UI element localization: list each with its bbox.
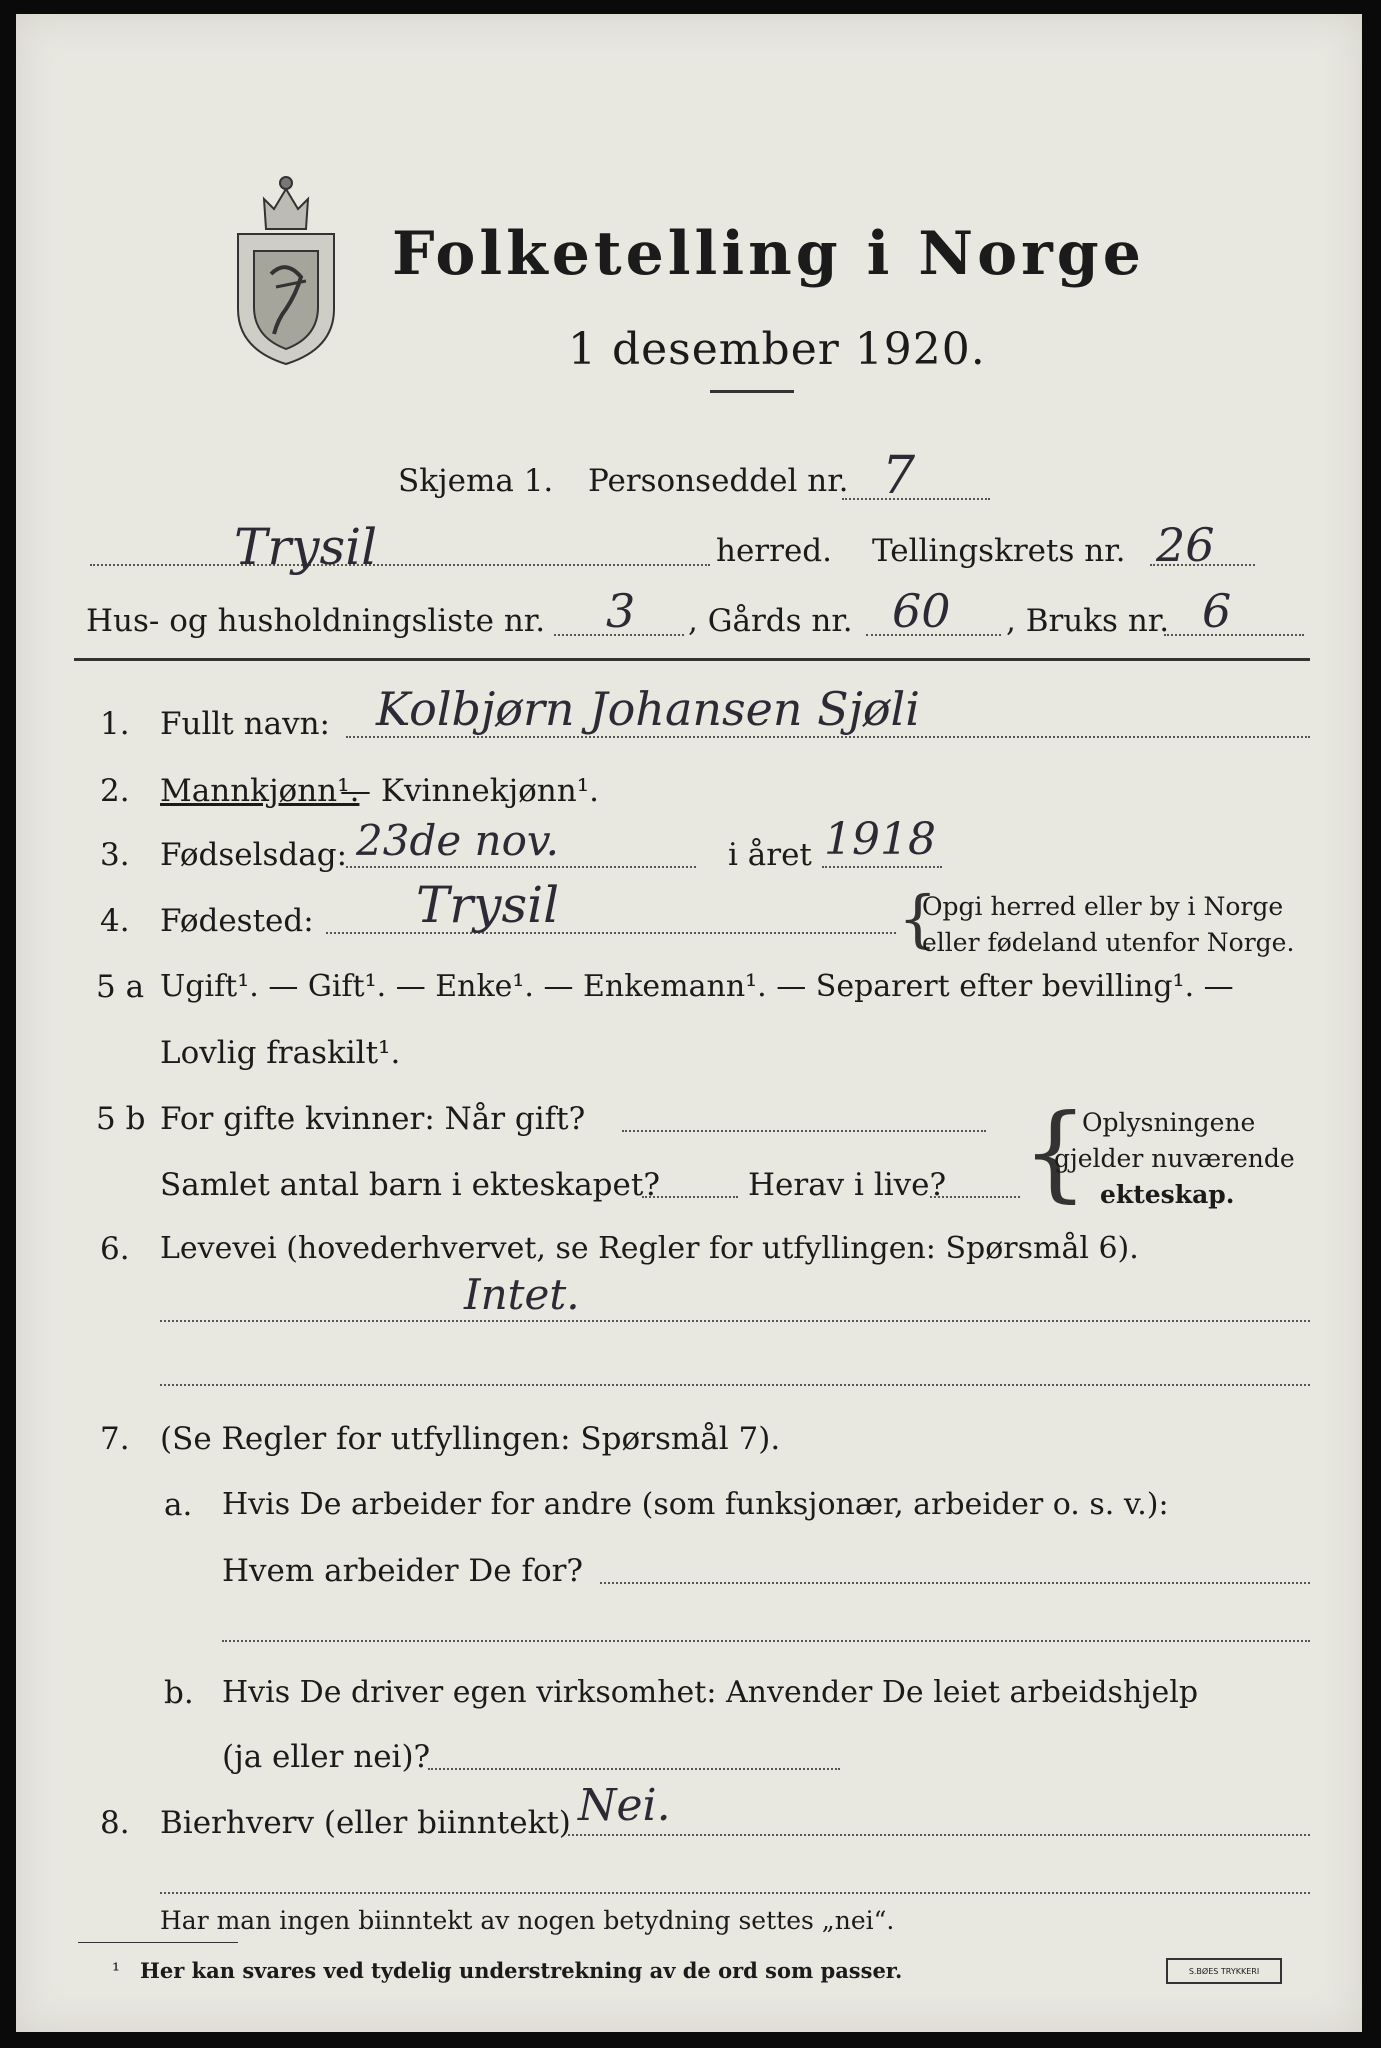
q3-birth-year: 1918 xyxy=(824,814,936,865)
q5b-barn-line xyxy=(642,1196,738,1198)
q7b-line-1: Hvis De driver egen virksomhet: Anvender De leiet arbeidshjelp xyxy=(222,1675,1199,1710)
q5b-note-2: gjelder nuværende xyxy=(1054,1144,1295,1173)
q7a-line-1: Hvis De arbeider for andre (som funksjonær, arbeider o. s. v.): xyxy=(222,1487,1169,1522)
q7a-line-2: Hvem arbeider De for? xyxy=(222,1553,584,1589)
personseddel-nr: 7 xyxy=(882,446,916,506)
q1-number: 1. xyxy=(100,706,130,742)
q2-kvinnekjonn: — Kvinnekjønn¹. xyxy=(340,773,599,809)
q6-number: 6. xyxy=(100,1231,130,1267)
q7-number: 7. xyxy=(100,1421,130,1457)
q3-number: 3. xyxy=(100,837,130,873)
form-title: Folketelling i Norge xyxy=(392,219,1145,289)
personseddel-line xyxy=(842,498,990,500)
q4-birthplace: Trysil xyxy=(416,876,560,934)
q3-label: Fødselsdag: xyxy=(160,837,348,873)
q4-label: Fødested: xyxy=(160,903,314,939)
q5b-gift-line xyxy=(622,1130,986,1132)
bruks-nr: 6 xyxy=(1202,584,1232,638)
census-date: 1 desember 1920. xyxy=(568,324,986,375)
q5a-line-1: Ugift¹. — Gift¹. — Enke¹. — Enkemann¹. — Separert efter bevilling¹. — xyxy=(160,969,1234,1004)
footnote-text: Her kan svares ved tydelig understrekning av de ord som passer. xyxy=(140,1958,903,1983)
herred-label: herred. xyxy=(716,533,832,569)
q5b-number: 5 b xyxy=(96,1101,146,1137)
q1-full-name: Kolbjørn Johansen Sjøli xyxy=(376,682,920,736)
hus-nr: 3 xyxy=(606,584,636,638)
q4-number: 4. xyxy=(100,903,130,939)
herred-line xyxy=(90,564,710,566)
printer-stamp-text: S.BØES TRYKKERI xyxy=(1188,1966,1260,1976)
q6-occupation: Intet. xyxy=(464,1270,580,1319)
q8-side-income: Nei. xyxy=(578,1780,671,1831)
q2-mannkjonn: Mannkjønn¹. xyxy=(160,773,360,809)
footer-note: Har man ingen biinntekt av nogen betydning settes „nei“. xyxy=(160,1906,895,1935)
q3-date-line xyxy=(346,866,696,868)
q5b-live-label: Herav i live? xyxy=(748,1167,947,1203)
q8-answer-line-2 xyxy=(160,1892,1310,1894)
gards-nr: 60 xyxy=(892,584,951,638)
q7a-answer-line xyxy=(600,1582,1310,1584)
bruks-label: , Bruks nr. xyxy=(1006,603,1170,639)
q3-birth-date: 23de nov. xyxy=(356,816,559,865)
q5b-note-1: Oplysningene xyxy=(1082,1108,1256,1137)
tellingskrets-label: Tellingskrets nr. xyxy=(872,533,1126,569)
herred-value: Trysil xyxy=(234,518,378,576)
q5b-barn-label: Samlet antal barn i ekteskapet? xyxy=(160,1167,660,1203)
tellingskrets-nr: 26 xyxy=(1156,518,1215,572)
q5b-line-1: For gifte kvinner: Når gift? xyxy=(160,1101,586,1137)
q8-label: Bierhverv (eller biinntekt) xyxy=(160,1805,571,1841)
footnote-rule xyxy=(78,1942,238,1943)
skjema-label: Skjema 1. xyxy=(398,463,554,499)
q5b-live-line xyxy=(930,1196,1020,1198)
q6-answer-line-2 xyxy=(160,1384,1310,1386)
q5b-brace: { xyxy=(1022,1091,1089,1213)
footnote-mark: ¹ xyxy=(112,1958,121,1982)
census-form-page xyxy=(16,14,1362,2032)
q2-number: 2. xyxy=(100,773,130,809)
q3-year-label: i året xyxy=(728,837,812,873)
q5a-number: 5 a xyxy=(96,969,145,1005)
q7b-line-2: (ja eller nei)? xyxy=(222,1739,431,1775)
q7a-answer-line-2 xyxy=(222,1640,1310,1642)
title-divider xyxy=(710,390,794,393)
q4-brace: { xyxy=(898,882,938,955)
section-divider xyxy=(74,658,1310,661)
hus-label: Hus- og husholdningsliste nr. xyxy=(86,603,546,639)
q8-answer-line xyxy=(568,1834,1310,1836)
personseddel-label: Personseddel nr. xyxy=(588,463,849,499)
q7-label: (Se Regler for utfyllingen: Spørsmål 7). xyxy=(160,1421,781,1457)
q4-note-1: Opgi herred eller by i Norge xyxy=(922,892,1284,921)
printer-stamp xyxy=(1166,1958,1282,1984)
gards-label: , Gårds nr. xyxy=(688,603,853,639)
q3-year-line xyxy=(822,866,942,868)
bruks-line xyxy=(1164,634,1304,636)
q1-line xyxy=(346,736,1310,738)
q7b-answer-line xyxy=(428,1768,840,1770)
q5b-note-3: ekteskap. xyxy=(1100,1180,1235,1209)
q7b-number: b. xyxy=(164,1675,194,1711)
q4-note-2: eller fødeland utenfor Norge. xyxy=(922,928,1295,957)
q1-label: Fullt navn: xyxy=(160,706,330,742)
q6-label: Levevei (hovederhvervet, se Regler for utfyllingen: Spørsmål 6). xyxy=(160,1231,1139,1266)
q6-answer-line-1 xyxy=(160,1320,1310,1322)
q4-line xyxy=(326,932,896,934)
q8-number: 8. xyxy=(100,1805,130,1841)
q7a-number: a. xyxy=(164,1487,193,1523)
q5a-line-2: Lovlig fraskilt¹. xyxy=(160,1035,401,1071)
norway-coat-of-arms-icon xyxy=(226,159,346,369)
